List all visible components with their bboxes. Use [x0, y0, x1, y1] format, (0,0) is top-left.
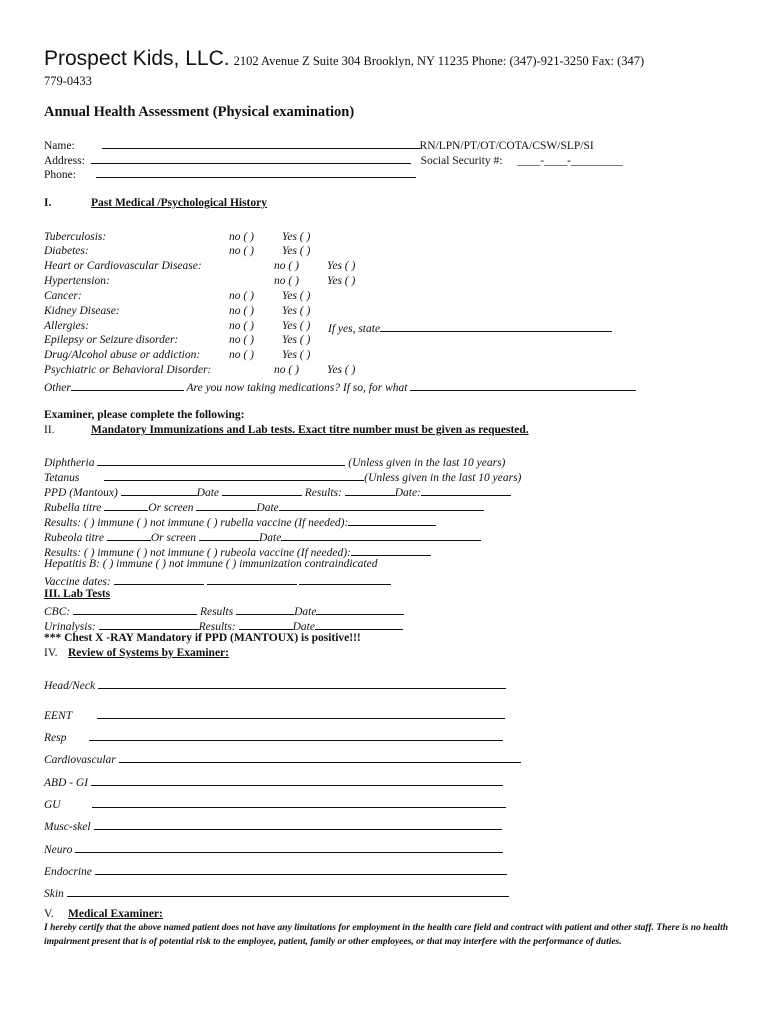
rubella-titre-field[interactable]: [104, 499, 148, 511]
history-yes[interactable]: Yes ( ): [282, 334, 311, 346]
section-5-number: V.: [44, 908, 54, 920]
history-yes[interactable]: Yes ( ): [327, 275, 356, 287]
history-item: Cancer:: [44, 290, 82, 302]
history-item: Heart or Cardiovascular Disease:: [44, 260, 202, 272]
rubella-results-options[interactable]: Results: ( ) immune ( ) not immune ( ): [44, 517, 218, 529]
history-item: Hypertension:: [44, 275, 110, 287]
ppd-results-date-field[interactable]: [421, 484, 511, 496]
review-label: Neuro: [44, 844, 73, 856]
form-title: Annual Health Assessment (Physical examination): [44, 104, 355, 120]
vaccine-date-2-field[interactable]: [207, 573, 297, 585]
review-field[interactable]: [75, 841, 503, 853]
history-yes[interactable]: Yes ( ): [327, 260, 356, 272]
history-item: Kidney Disease:: [44, 305, 120, 317]
ppd-row: [44, 484, 511, 499]
history-yes[interactable]: Yes ( ): [282, 305, 311, 317]
urinalysis-field[interactable]: [99, 618, 199, 630]
allergy-state-field[interactable]: [380, 320, 612, 332]
review-field[interactable]: [97, 707, 505, 719]
section-1-heading: Past Medical /Psychological History: [91, 197, 267, 209]
cbc-row: [44, 603, 404, 618]
history-item: Allergies:: [44, 320, 89, 332]
vaccine-dates-label: Vaccine dates:: [44, 576, 111, 588]
section-2-heading: Mandatory Immunizations and Lab tests. Exact titre number must be given as requested.: [91, 424, 529, 436]
letterhead: [44, 47, 644, 71]
rubeola-results-row: [44, 544, 431, 559]
examiner-intro: Examiner, please complete the following:: [44, 409, 245, 421]
diphtheria-label: Diphtheria: [44, 457, 95, 469]
name-label: Name:: [44, 140, 75, 152]
review-label: Skin: [44, 888, 64, 900]
review-label: Musc-skel: [44, 821, 91, 833]
history-item: Diabetes:: [44, 245, 89, 257]
history-item: Psychiatric or Behavioral Disorder:: [44, 364, 212, 376]
history-yes[interactable]: Yes ( ): [327, 364, 356, 376]
rubella-vaccine-field[interactable]: [348, 514, 436, 526]
rubeola-titre-field[interactable]: [107, 529, 151, 541]
rubeola-results-options[interactable]: Results: ( ) immune ( ) not immune ( ): [44, 547, 218, 559]
review-item: [44, 729, 503, 744]
history-item: Epilepsy or Seizure disorder:: [44, 334, 179, 346]
history-no[interactable]: no ( ): [229, 231, 254, 243]
section-4-number: IV.: [44, 647, 58, 659]
cbc-label: CBC:: [44, 606, 71, 618]
vaccine-dates-row: [44, 573, 391, 588]
history-yes[interactable]: Yes ( ): [282, 231, 311, 243]
review-field[interactable]: [91, 774, 503, 786]
review-label: Endocrine: [44, 866, 92, 878]
cbc-date-label: Date: [294, 606, 317, 618]
review-label: GU: [44, 799, 61, 811]
name-field[interactable]: [102, 137, 420, 149]
review-field[interactable]: [89, 729, 503, 741]
phone-row: [44, 166, 416, 181]
review-field[interactable]: [119, 751, 521, 763]
other-label: Other: [44, 382, 71, 394]
review-field[interactable]: [98, 677, 506, 689]
rubeola-date-label: Date: [258, 532, 282, 544]
review-item: [44, 818, 502, 833]
review-field[interactable]: [92, 796, 506, 808]
vaccine-date-3-field[interactable]: [299, 573, 391, 585]
history-yes[interactable]: Yes ( ): [282, 245, 311, 257]
review-item: [44, 751, 521, 766]
review-item: [44, 677, 506, 692]
company-name: Prospect Kids, LLC.: [44, 47, 230, 70]
certification-text: I hereby certify that the above named patient does not have any limitations for employment in the health care field and contract with patient and other staff. There is no health impairment present that is of potential risk to the employee, patient, family or other employees, or that may interfere with the performance of duties.: [44, 923, 728, 947]
phone-label: Phone:: [44, 169, 76, 181]
review-field[interactable]: [95, 863, 507, 875]
vaccine-date-1-field[interactable]: [114, 573, 204, 585]
rubeola-vaccine-label: rubeola vaccine (If needed):: [220, 547, 351, 559]
rubeola-date-field[interactable]: [281, 529, 481, 541]
cbc-date-field[interactable]: [316, 603, 404, 615]
diphtheria-note: (Unless given in the last 10 years): [348, 457, 506, 469]
history-yes[interactable]: Yes ( ): [282, 320, 311, 332]
review-item: [44, 885, 509, 900]
ssn-field[interactable]: ____-____-_________: [517, 155, 623, 167]
review-label: EENT: [44, 710, 72, 722]
rubeola-titre-label: Rubeola titre: [44, 532, 104, 544]
review-label: Head/Neck: [44, 680, 96, 692]
review-label: ABD - GI: [44, 777, 89, 789]
ppd-results-field[interactable]: [345, 484, 395, 496]
ppd-label: PPD (Mantoux): [44, 487, 118, 499]
urinalysis-date-label: Date: [292, 621, 315, 633]
ppd-results-date-label: Date:: [394, 487, 421, 499]
review-item: [44, 796, 506, 811]
section-1-number: I.: [44, 197, 52, 209]
chest-xray-note: *** Chest X -RAY Mandatory if PPD (MANTOUX) is positive!!!: [44, 632, 361, 644]
tetanus-note: (Unless given in the last 10 years): [364, 472, 522, 484]
rubella-screen-label: Or screen: [148, 502, 194, 514]
ppd-date-label: Date: [196, 487, 220, 499]
section-5-heading: Medical Examiner:: [68, 908, 163, 920]
other-field[interactable]: [71, 379, 184, 391]
name-row: [44, 137, 594, 152]
phone-field[interactable]: [96, 166, 416, 178]
section-3-heading: III. Lab Tests: [44, 588, 111, 600]
company-address: 2102 Avenue Z Suite 304 Brooklyn, NY 11235 Phone: (347)-921-3250 Fax: (347): [233, 54, 645, 68]
review-item: [44, 863, 507, 878]
review-label: Cardiovascular: [44, 754, 116, 766]
hepatitis-row[interactable]: Hepatitis B: ( ) immune ( ) not immune ( ) immunization contraindicated: [44, 558, 378, 570]
urinalysis-date-field[interactable]: [315, 618, 403, 630]
history-item: Drug/Alcohol abuse or addiction:: [44, 349, 201, 361]
tetanus-field[interactable]: [104, 469, 364, 481]
history-no[interactable]: no ( ): [229, 305, 254, 317]
address-field[interactable]: [91, 152, 411, 164]
rubella-results-row: [44, 514, 436, 529]
rubella-date-label: Date: [256, 502, 279, 514]
cbc-results-field[interactable]: [236, 603, 294, 615]
review-item: [44, 707, 505, 722]
rubeola-screen-field[interactable]: [199, 529, 259, 541]
history-no[interactable]: no ( ): [229, 290, 254, 302]
cbc-field[interactable]: [73, 603, 197, 615]
review-item: [44, 841, 503, 856]
allergy-state-row: [328, 320, 612, 335]
urinalysis-results-label: Results:: [198, 621, 236, 633]
rubella-date-field[interactable]: [279, 499, 484, 511]
review-label: Resp: [44, 732, 67, 744]
section-2-number: II.: [44, 424, 55, 436]
fax-continuation: 779-0433: [44, 74, 92, 88]
history-no[interactable]: no ( ): [274, 275, 299, 287]
history-no[interactable]: no ( ): [274, 260, 299, 272]
other-row: [44, 379, 636, 394]
address-row: [44, 152, 623, 167]
diphtheria-field[interactable]: [97, 454, 345, 466]
ssn-label: Social Security #:: [420, 155, 503, 167]
ppd-field[interactable]: [121, 484, 197, 496]
history-yes[interactable]: Yes ( ): [282, 349, 311, 361]
history-no[interactable]: no ( ): [274, 364, 299, 376]
rubella-row: [44, 499, 484, 514]
rubella-titre-label: Rubella titre: [44, 502, 102, 514]
medications-question: Are you now taking medications? If so, for what: [186, 382, 408, 394]
medications-field[interactable]: [410, 379, 636, 391]
urinalysis-row: [44, 618, 403, 633]
ppd-results-label: Results:: [304, 487, 342, 499]
address-label: Address:: [44, 155, 85, 167]
rubella-screen-field[interactable]: [196, 499, 256, 511]
history-item: Tuberculosis:: [44, 231, 107, 243]
history-yes[interactable]: Yes ( ): [282, 290, 311, 302]
review-item: [44, 774, 503, 789]
rubeola-screen-label: Or screen: [150, 532, 197, 544]
rubeola-vaccine-field[interactable]: [351, 544, 431, 556]
rubella-vaccine-label: rubella vaccine (If needed):: [220, 517, 349, 529]
history-no[interactable]: no ( ): [229, 349, 254, 361]
urinalysis-results-field[interactable]: [239, 618, 293, 630]
history-no[interactable]: no ( ): [229, 334, 254, 346]
cbc-results-label: Results: [199, 606, 234, 618]
tetanus-row: [44, 469, 521, 484]
urinalysis-label: Urinalysis:: [44, 621, 96, 633]
history-no[interactable]: no ( ): [229, 320, 254, 332]
review-field[interactable]: [67, 885, 509, 897]
credential-options: RN/LPN/PT/OT/COTA/CSW/SLP/SI: [419, 140, 594, 152]
section-4-heading: Review of Systems by Examiner:: [68, 647, 229, 659]
review-field[interactable]: [94, 818, 502, 830]
ppd-date-field[interactable]: [222, 484, 302, 496]
diphtheria-row: [44, 454, 505, 469]
rubeola-row: [44, 529, 481, 544]
tetanus-label: Tetanus: [44, 472, 80, 484]
allergy-state-label: If yes, state: [328, 323, 381, 335]
history-no[interactable]: no ( ): [229, 245, 254, 257]
